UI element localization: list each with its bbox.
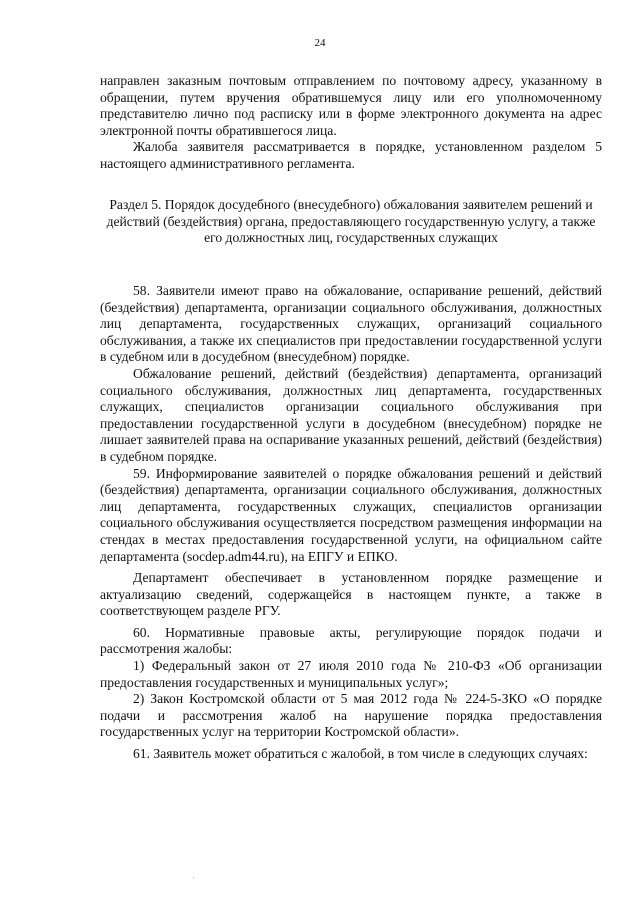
paragraph-60: 60. Нормативные правовые акты, регулирующие порядок подачи и рассмотрения жалобы: — [100, 624, 602, 657]
paragraph-appeal: Обжалование решений, действий (бездействия) департамента, организаций социального обслуживания, должностных лиц департамента, государственных служащих, специалистов организации социального обслуживания при предоставлении государственной услуги в досудебном (внесудебном) порядке не лишает заявителей права на оспаривание указанных решений, действий (бездействия) в судебном порядке. — [100, 365, 602, 464]
paragraph-department: Департамент обеспечивает в установленном порядке размещение и актуализацию сведений, содержащейся в настоящем пункте, а также в соответствующем разделе РГУ. — [100, 570, 602, 619]
list-item-regional-law: 2) Закон Костромской области от 5 мая 2012 года № 224-5-ЗКО «О порядке подачи и рассмотрения жалоб на нарушение порядка предоставления государственных услуг на территории Костромской области». — [100, 691, 602, 740]
paragraph-58: 58. Заявители имеют право на обжалование, оспаривание решений, действий (бездействия) департамента, организации социального обслуживания, должностных лиц департамента, государственных служащих, организаций социального обслуживания, а также их специалистов при предоставлении государственной услуги в судебном или в досудебном (внесудебном) порядке. — [100, 283, 602, 365]
list-item-federal-law: 1) Федеральный закон от 27 июля 2010 года № 210-ФЗ «Об организации предоставления государственных и муниципальных услуг»; — [100, 658, 602, 690]
body-text-block — [100, 283, 602, 763]
paragraph-61: 61. Заявитель может обратиться с жалобой, в том числе в следующих случаях: — [133, 746, 588, 762]
scan-speck — [193, 877, 194, 878]
paragraph-continuation: направлен заказным почтовым отправлением по почтовому адресу, указанному в обращении, путем вручения обратившемуся лицу или его уполномоченному представителю лично под расписку или в форме электронного документа на адрес электронной почты обратившегося лица. — [100, 73, 602, 138]
section-heading: Раздел 5. Порядок досудебного (внесудебного) обжалования заявителем решений и действий (бездействия) органа, предоставляющего государственную услугу, а также его должностных лиц, государственных служащих — [106, 197, 596, 246]
page-number: 24 — [314, 37, 326, 49]
paragraph-59: 59. Информирование заявителей о порядке обжалования решений и действий (бездействия) департамента, организации социального обслуживания, должностных лиц департамента, государственных служащих, специалистов организации социального обслуживания осуществляется посредством размещения информации на стендах в местах предоставления государственной услуги, на официальном сайте департамента (socdep.adm44.ru), на ЕПГУ и ЕПКО. — [100, 465, 602, 564]
paragraph-complaint-procedure: Жалоба заявителя рассматривается в порядке, установленном разделом 5 настоящего административного регламента. — [100, 139, 602, 171]
top-text-block — [100, 73, 602, 173]
